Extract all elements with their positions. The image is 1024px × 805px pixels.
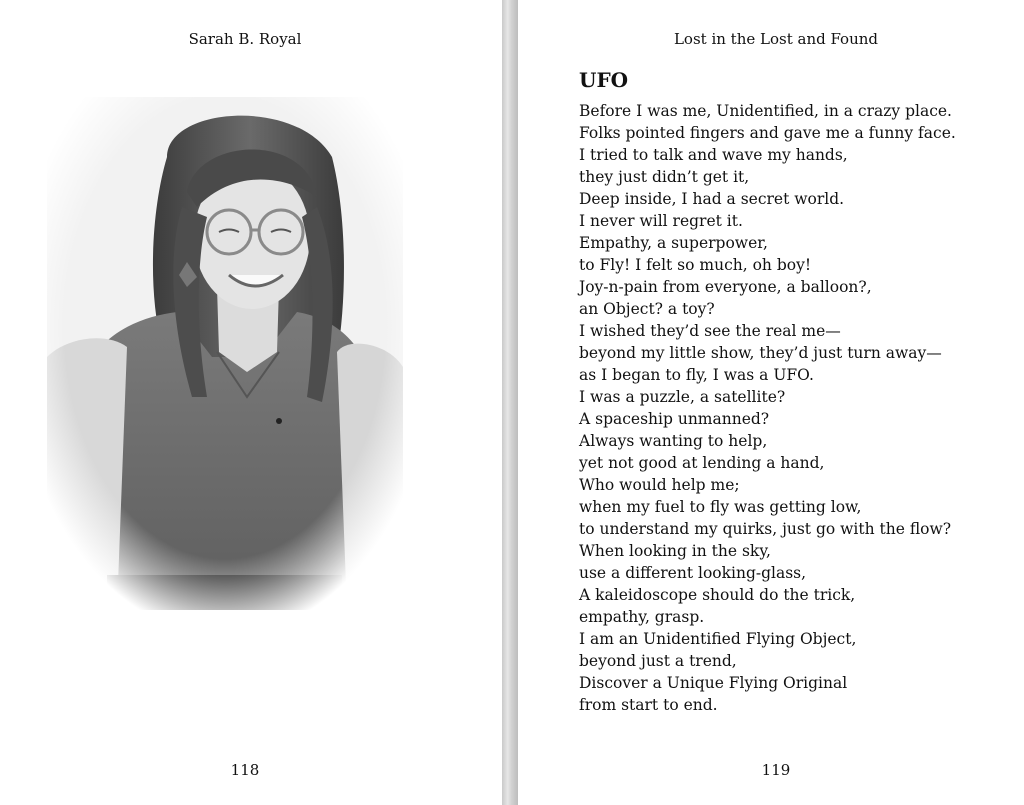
page-number-left: 118 [230,761,260,779]
poem-line: from start to end. [579,696,718,714]
poem-line: I tried to talk and wave my hands, [579,146,848,164]
book-gutter [502,0,518,805]
portrait-photo [47,97,403,610]
poem-line: beyond my little show, they’d just turn away— [579,344,942,362]
poem-line: when my fuel to fly was getting low, [579,498,862,516]
poem-line: as I began to fly, I was a UFO. [579,366,814,384]
poem-line: Joy-n-pain from everyone, a balloon?, [579,278,872,296]
page-number-right: 119 [761,761,791,779]
poem-line: Empathy, a superpower, [579,234,768,252]
poem-line: I never will regret it. [579,212,743,230]
poem-line: Before I was me, Unidentified, in a crazy place. [579,102,952,120]
poem-line: an Object? a toy? [579,300,715,318]
poem-line: I was a puzzle, a satellite? [579,388,786,406]
poem-line: Folks pointed fingers and gave me a funny face. [579,124,956,142]
author-running-head: Sarah B. Royal [188,30,302,48]
poem-body [579,100,956,716]
poem-line: Deep inside, I had a secret world. [579,190,845,208]
poem-title: UFO [579,68,629,92]
poem-line: yet not good at lending a hand, [579,454,825,472]
poem-line: Always wanting to help, [579,432,768,450]
poem-line: When looking in the sky, [579,542,771,560]
poem-line: A kaleidoscope should do the trick, [579,586,856,604]
right-page [518,0,1024,805]
left-page [0,0,502,805]
poem-line: use a different looking-glass, [579,564,807,582]
poem-line: they just didn’t get it, [579,168,750,186]
poem-line: to Fly! I felt so much, oh boy! [579,256,812,274]
poem-line: empathy, grasp. [579,608,705,626]
poem-line: beyond just a trend, [579,652,737,670]
book-title-running-head: Lost in the Lost and Found [673,30,879,48]
poem-line: A spaceship unmanned? [579,410,770,428]
poem-line: I am an Unidentified Flying Object, [579,630,857,648]
portrait-photo-icon [47,97,403,610]
poem-line: Who would help me; [579,476,740,494]
poem-line: to understand my quirks, just go with the flow? [579,520,952,538]
poem-line: Discover a Unique Flying Original [579,674,848,692]
poem-line: I wished they’d see the real me— [579,322,841,340]
